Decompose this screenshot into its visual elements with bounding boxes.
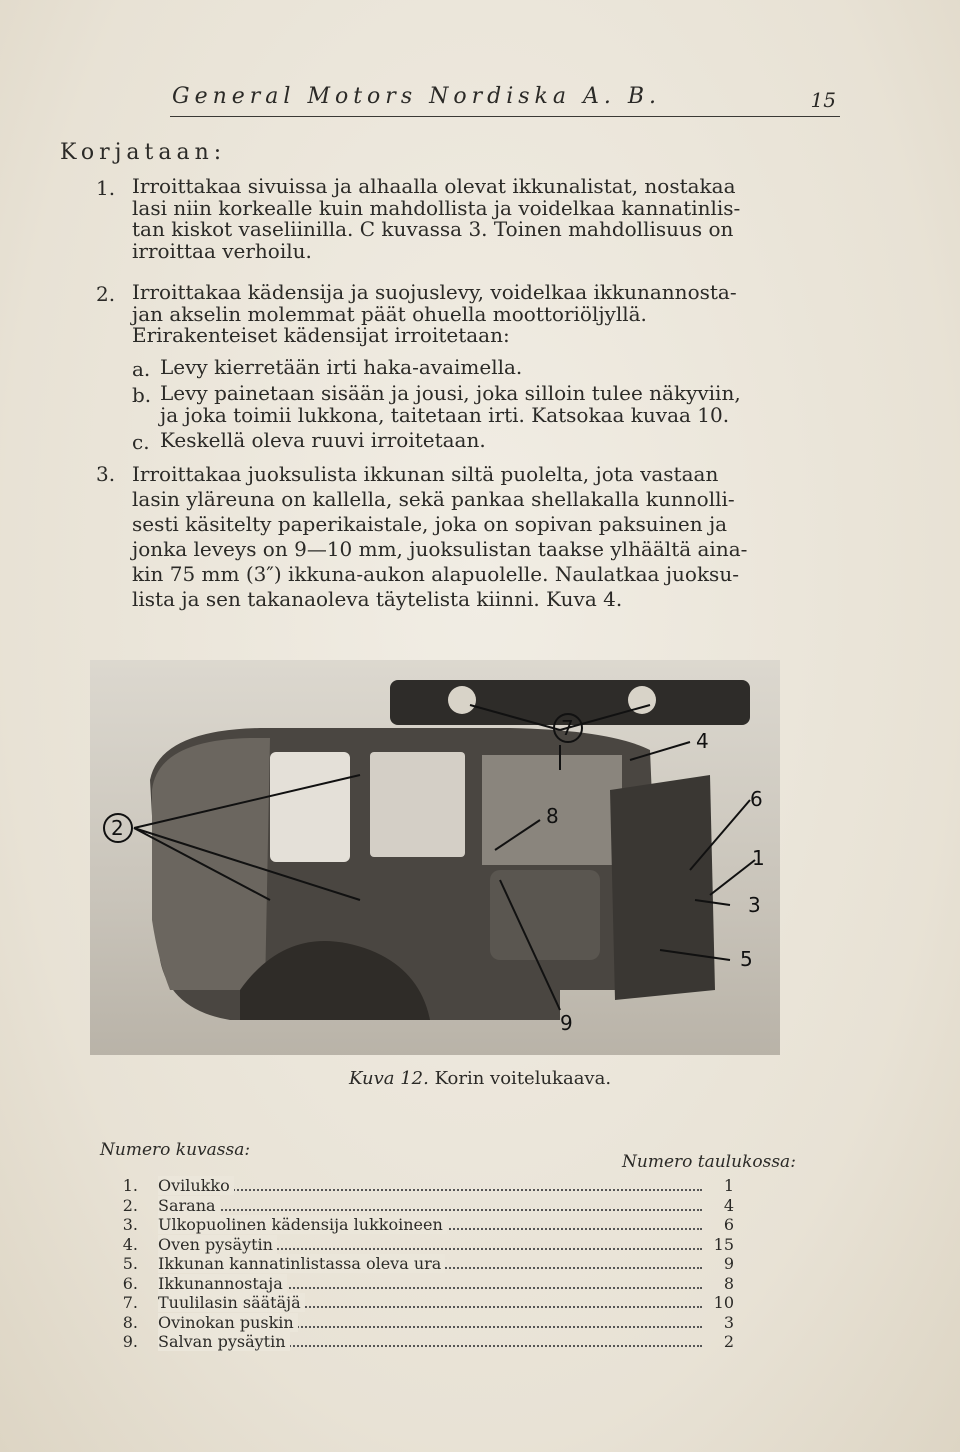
legend-number: 7. <box>122 1293 138 1312</box>
legend-row <box>118 1254 738 1274</box>
caption-label: Kuva 12. <box>348 1068 429 1089</box>
legend-part-name: Ikkunannostaja <box>158 1274 287 1294</box>
item-text: Levy painetaan sisään ja jousi, joka silloin tulee näkyviin, ja joka toimii lukkona, taitetaan irti. Katsokaa kuvaa 10. <box>160 381 741 427</box>
legend-part-name: Oven pysäytin <box>158 1235 277 1255</box>
legend-part-name: Ikkunan kannatinlistassa oleva ura <box>158 1254 445 1274</box>
legend-row <box>118 1196 738 1216</box>
legend-table-number: 6 <box>723 1215 734 1234</box>
publisher-name: General Motors Nordiska A. B. <box>172 84 661 109</box>
figure-label: 2 <box>111 816 124 840</box>
figure-label: 5 <box>740 947 753 971</box>
legend-part-name: Tuulilasin säätäjä <box>158 1293 305 1313</box>
figure-label: 7 <box>561 716 574 740</box>
seat <box>490 870 600 960</box>
item-text: Irroittakaa juoksulista ikkunan siltä puolelta, jota vastaan lasin yläreuna on kallella, sekä pankaa shellakalla kunnolli- sesti käsitelty paperikaistale, joka on sopivan paksuinen ja jonka leveys on 9—10 mm, juoksulistan taakse ylhäältä aina- kin 75 mm (3″) ikkuna-aukon alapuolelle. Naulatkaa juoksu- lista ja sen takanaoleva täytelista kiinni. Kuva 4. <box>132 462 748 611</box>
parts-legend <box>118 1176 738 1352</box>
legend-table-number: 10 <box>713 1293 734 1312</box>
open-door <box>610 775 715 1000</box>
car-body-illustration <box>90 660 780 1055</box>
figure-label: 1 <box>752 846 765 870</box>
page-number: 15 <box>810 88 836 112</box>
legend-row <box>118 1313 738 1333</box>
legend-table-number: 4 <box>723 1195 734 1215</box>
legend-number: 5. <box>122 1254 138 1273</box>
legend-table-number: 2 <box>723 1332 734 1351</box>
door-window <box>370 752 465 857</box>
legend-table-number: 1 <box>723 1176 734 1195</box>
legend-row <box>118 1176 738 1196</box>
legend-part-name: Salvan pysäytin <box>158 1332 290 1352</box>
item-number: a. <box>132 357 151 381</box>
car-body-drawing <box>90 660 780 1055</box>
legend-number: 3. <box>122 1215 138 1234</box>
running-header <box>170 82 840 117</box>
item-text: Keskellä oleva ruuvi irroitetaan. <box>160 428 486 452</box>
legend-row <box>118 1274 738 1294</box>
legend-table-number: 3 <box>723 1312 734 1332</box>
figure-label: 6 <box>750 787 763 811</box>
caption-text: Korin voitelukaava. <box>434 1068 612 1089</box>
item-text: Levy kierretään irti haka-avaimella. <box>160 355 523 379</box>
legend-table-number: 9 <box>723 1254 734 1273</box>
figure-label: 3 <box>748 893 761 917</box>
figure-caption <box>0 1068 960 1089</box>
legend-number: 4. <box>122 1234 138 1254</box>
legend-part-name: Ovilukko <box>158 1176 234 1196</box>
item-number: 3. <box>96 462 116 486</box>
item-number: 1. <box>96 176 116 200</box>
legend-row <box>118 1235 738 1255</box>
legend-number: 9. <box>122 1332 138 1351</box>
legend-number: 8. <box>122 1312 138 1332</box>
legend-row <box>118 1215 738 1235</box>
item-text: Irroittakaa kädensija ja suojuslevy, voidelkaa ikkunannosta- jan akselin molemmat päät ohuella moottoriöljyllä. Erirakenteiset kädensijat irroitetaan: <box>132 280 737 347</box>
legend-number: 2. <box>122 1195 138 1215</box>
legend-part-name: Ulkopuolinen kädensija lukkoineen <box>158 1215 447 1235</box>
legend-header-right: Numero taulukossa: <box>622 1152 796 1172</box>
legend-table-number: 15 <box>713 1234 734 1254</box>
legend-table-number: 8 <box>723 1273 734 1293</box>
item-number: b. <box>132 383 152 407</box>
section-heading: Korjataan: <box>60 140 227 165</box>
figure-label: 8 <box>546 804 559 828</box>
legend-number: 6. <box>122 1273 138 1293</box>
legend-row <box>118 1293 738 1313</box>
legend-header-left: Numero kuvassa: <box>100 1140 251 1160</box>
legend-row <box>118 1332 738 1352</box>
item-text: Irroittakaa sivuissa ja alhaalla olevat ikkunalistat, nostakaa lasi niin korkealle kuin mahdollista ja voidelkaa kannatinlis- tan kiskot vaseliinilla. C kuvassa 3. Toinen mahdollisuus on irroittaa verhoilu. <box>132 174 741 263</box>
item-number: 2. <box>96 282 116 306</box>
figure-label: 4 <box>696 729 709 753</box>
legend-part-name: Sarana <box>158 1196 220 1216</box>
legend-number: 1. <box>122 1176 138 1195</box>
figure-label: 9 <box>560 1011 573 1035</box>
rear-window <box>270 752 350 862</box>
item-number: c. <box>132 430 150 454</box>
legend-part-name: Ovinokan puskin <box>158 1313 298 1333</box>
